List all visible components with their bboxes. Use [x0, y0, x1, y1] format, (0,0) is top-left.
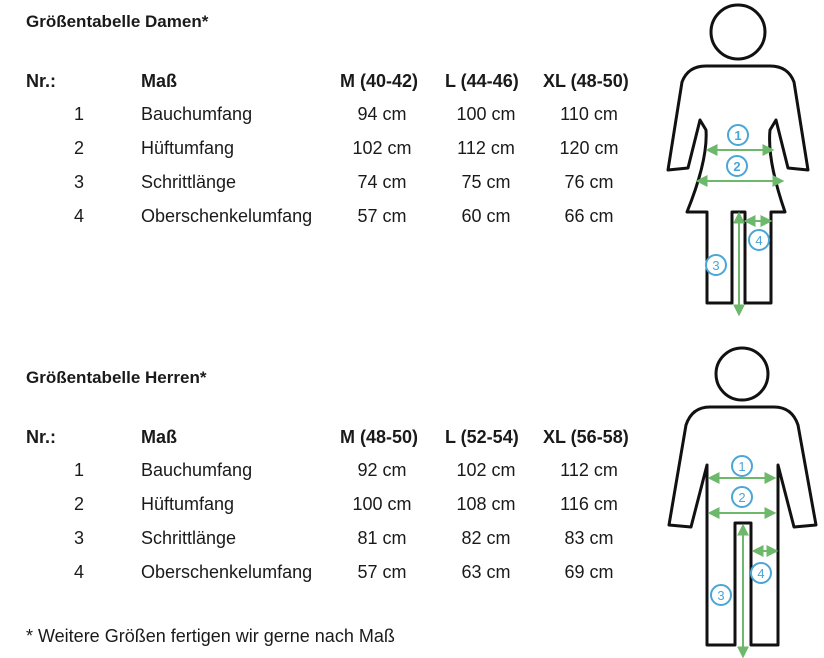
header-size-m: M (40-42) — [340, 71, 419, 91]
table-title: Größentabelle Damen* — [26, 12, 209, 31]
row-value-l: 102 cm — [456, 460, 516, 480]
header-size-l: L (52-54) — [445, 427, 519, 447]
row-value-m: 57 cm — [357, 206, 407, 226]
header-nr: Nr.: — [26, 71, 57, 91]
row-measure: Oberschenkelumfang — [141, 562, 313, 582]
female-body-figure — [660, 0, 820, 320]
row-value-xl: 112 cm — [560, 460, 618, 480]
table-row — [0, 104, 660, 128]
marker-1 — [728, 125, 748, 145]
row-number: 1 — [74, 460, 85, 480]
row-value-l: 75 cm — [461, 172, 511, 192]
table-row — [0, 172, 660, 196]
svg-text:3: 3 — [712, 258, 720, 273]
header-size-m: M (48-50) — [340, 427, 419, 447]
row-value-m: 94 cm — [357, 104, 407, 124]
marker-4 — [749, 230, 769, 250]
table-row — [0, 206, 660, 230]
svg-text:2: 2 — [733, 159, 741, 174]
marker-3 — [706, 255, 726, 275]
head-shape — [716, 348, 768, 400]
row-measure: Bauchumfang — [141, 104, 253, 124]
row-number: 3 — [74, 172, 85, 192]
svg-text:4: 4 — [755, 233, 763, 248]
row-value-xl: 69 cm — [564, 562, 614, 582]
svg-text:2: 2 — [738, 490, 746, 505]
row-value-m: 102 cm — [352, 138, 412, 158]
row-value-xl: 66 cm — [564, 206, 614, 226]
row-value-m: 81 cm — [357, 528, 407, 548]
header-size-l: L (44-46) — [445, 71, 519, 91]
table-row — [0, 138, 660, 162]
row-value-l: 60 cm — [461, 206, 511, 226]
table-title: Größentabelle Herren* — [26, 368, 207, 387]
table-row — [0, 494, 660, 518]
header-size-xl: XL (56-58) — [543, 427, 629, 447]
svg-text:3: 3 — [717, 588, 725, 603]
row-value-m: 100 cm — [352, 494, 412, 514]
row-number: 2 — [74, 138, 85, 158]
row-number: 3 — [74, 528, 85, 548]
male-body-svg — [660, 345, 824, 658]
row-value-l: 63 cm — [461, 562, 511, 582]
marker-3 — [711, 585, 731, 605]
svg-text:4: 4 — [757, 566, 765, 581]
header-mass: Maß — [141, 427, 177, 447]
row-number: 1 — [74, 104, 85, 124]
row-measure: Oberschenkelumfang — [141, 206, 313, 226]
row-value-l: 112 cm — [457, 138, 515, 158]
row-value-m: 92 cm — [357, 460, 407, 480]
row-value-xl: 110 cm — [560, 104, 618, 124]
male-body-figure — [660, 345, 824, 658]
row-value-m: 74 cm — [357, 172, 407, 192]
row-measure: Schrittlänge — [141, 528, 237, 548]
header-mass: Maß — [141, 71, 177, 91]
marker-2 — [732, 487, 752, 507]
female-body-svg — [660, 0, 820, 320]
header-size-xl: XL (48-50) — [543, 71, 629, 91]
marker-1 — [732, 456, 752, 476]
row-value-xl: 120 cm — [559, 138, 619, 158]
row-number: 4 — [74, 562, 85, 582]
marker-2 — [727, 156, 747, 176]
row-value-l: 108 cm — [456, 494, 516, 514]
row-measure: Hüftumfang — [141, 138, 235, 158]
head-shape — [711, 5, 765, 59]
row-number: 2 — [74, 494, 85, 514]
svg-text:1: 1 — [738, 459, 746, 474]
row-measure: Schrittlänge — [141, 172, 237, 192]
row-value-xl: 116 cm — [560, 494, 618, 514]
row-value-l: 82 cm — [461, 528, 511, 548]
row-value-xl: 83 cm — [564, 528, 614, 548]
table-row — [0, 528, 660, 552]
row-measure: Hüftumfang — [141, 494, 235, 514]
marker-4 — [751, 563, 771, 583]
row-value-l: 100 cm — [456, 104, 516, 124]
table-row — [0, 460, 660, 484]
row-value-m: 57 cm — [357, 562, 407, 582]
row-measure: Bauchumfang — [141, 460, 253, 480]
footnote: * Weitere Größen fertigen wir gerne nach Maß — [26, 626, 395, 646]
header-nr: Nr.: — [26, 427, 57, 447]
row-value-xl: 76 cm — [564, 172, 614, 192]
svg-text:1: 1 — [734, 128, 742, 143]
table-row — [0, 562, 660, 586]
row-number: 4 — [74, 206, 85, 226]
